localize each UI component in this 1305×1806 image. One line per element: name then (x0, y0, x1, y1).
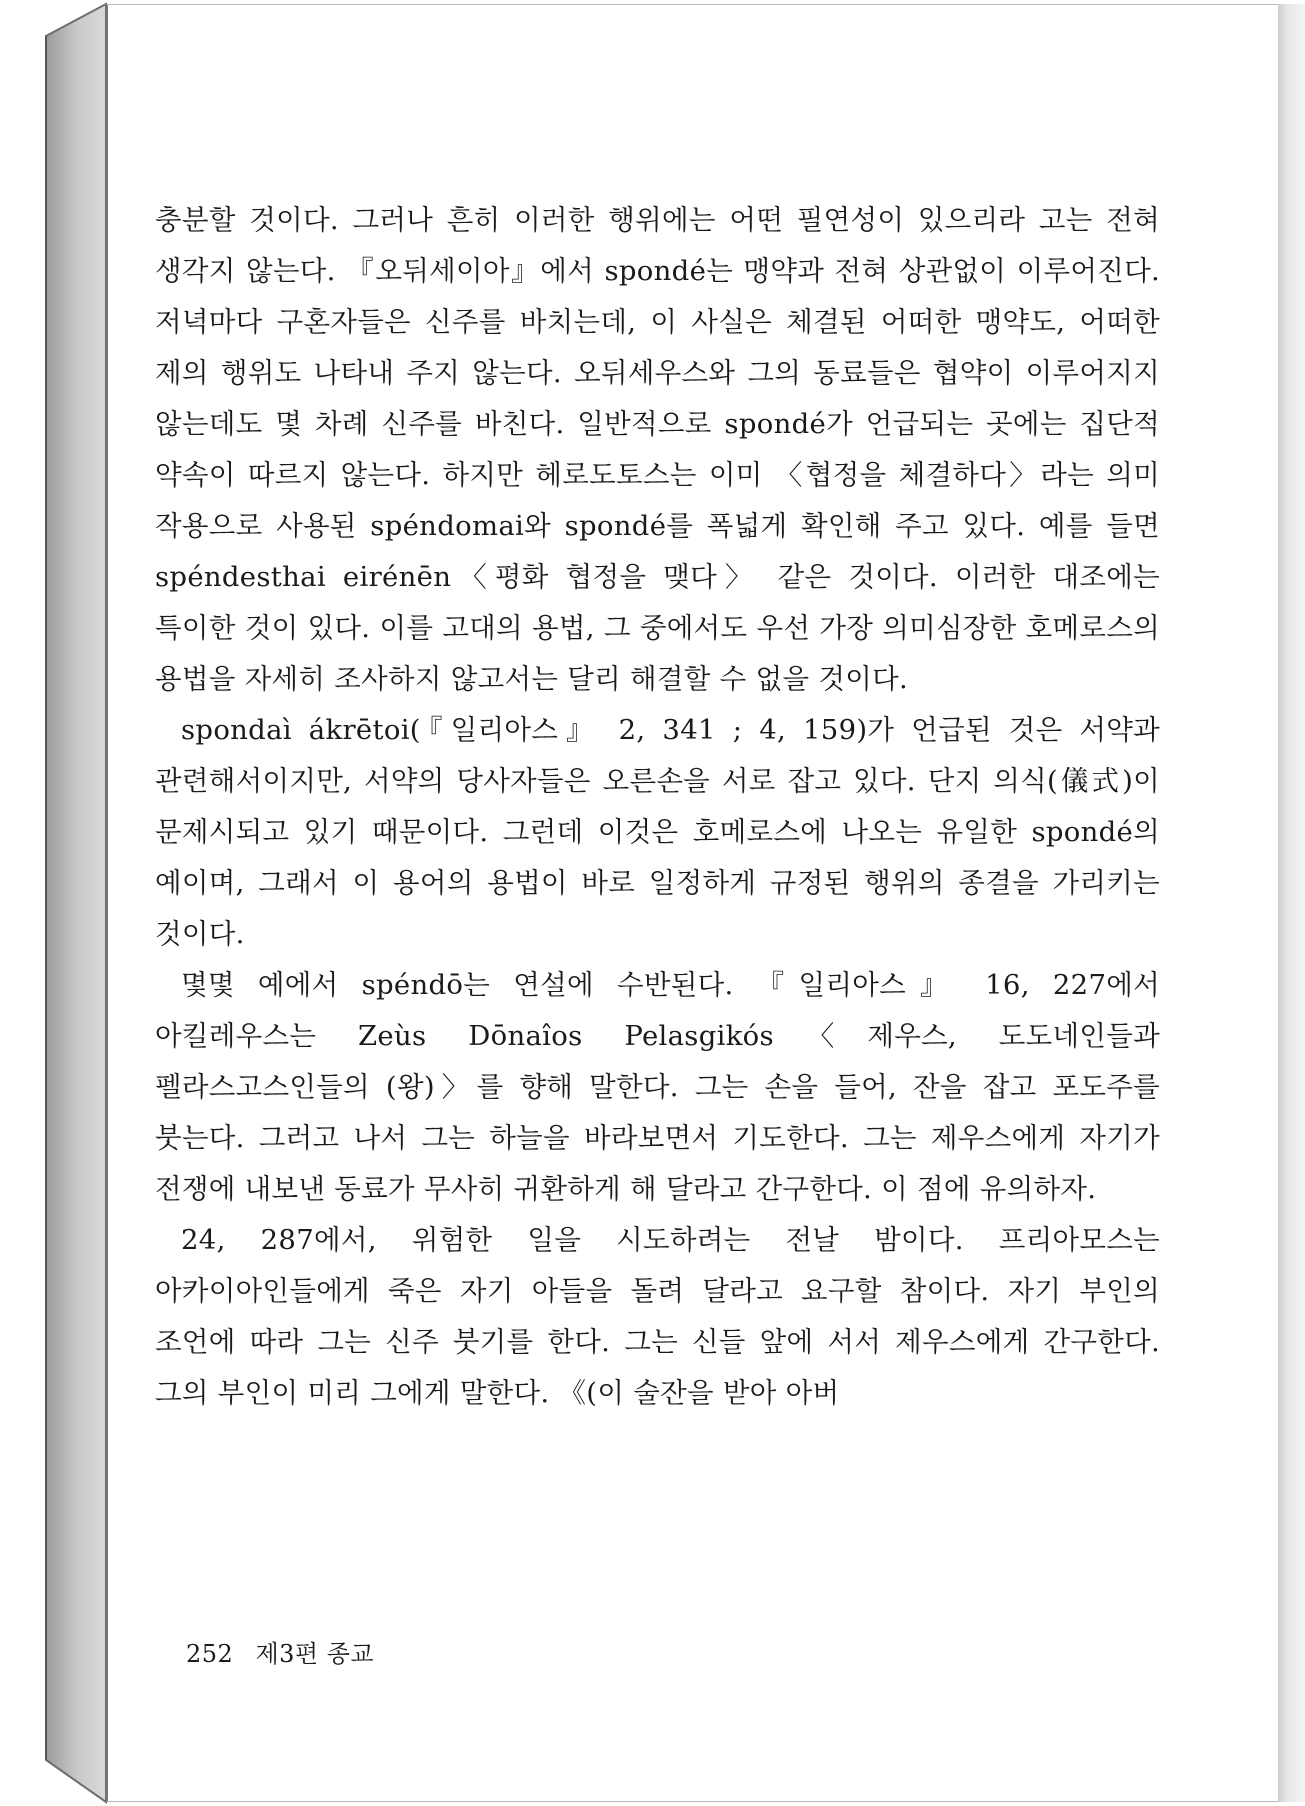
paragraph: spondaì ákrētoi(『일리아스』 2, 341 ; 4, 159)가 언급된 것은 서약과 관련해서이지만, 서약의 당사자들은 오른손을 서로 잡고 있다. 단지 의식(儀式)이 문제시되고 있기 때문이다. 그런데 이것은 호메로스에 나오는 유일한 spondé의 예이며, 그래서 이 용어의 용법이 바로 일정하게 규정된 행위의 종결을 가리키는 것이다. (155, 714, 1160, 950)
body-text (155, 195, 1160, 1419)
paragraph: 충분할 것이다. 그러나 흔히 이러한 행위에는 어떤 필연성이 있으리라 고는 전혀 생각지 않는다. 『오뒤세이아』에서 spondé는 맹약과 전혀 상관없이 이루어진다. 저녁마다 구혼자들은 신주를 바치는데, 이 사실은 체결된 어떠한 맹약도, 어떠한 제의 행위도 나타내 주지 않는다. 오뒤세우스와 그의 동료들은 협약이 이루어지지 않는데도 몇 차례 신주를 바친다. 일반적으로 spondé가 언급되는 곳에는 집단적 약속이 따르지 않는다. 하지만 헤로도토스는 이미 〈협정을 체결하다〉라는 의미 작용으로 사용된 spéndomai와 spondé를 폭넓게 확인해 주고 있다. 예를 들면 spéndesthai eirénēn〈평화 협정을 맺다〉 같은 것이다. 이러한 대조에는 특이한 것이 있다. 이를 고대의 용법, 그 중에서도 우선 가장 의미심장한 호메로스의 용법을 자세히 조사하지 않고서는 달리 해결할 수 없을 것이다. (155, 204, 1160, 695)
section-title: 제3편 종교 (255, 1640, 375, 1668)
paragraph: 24, 287에서, 위험한 일을 시도하려는 전날 밤이다. 프리아모스는 아카이아인들에게 죽은 자기 아들을 돌려 달라고 요구할 참이다. 자기 부인의 조언에 따라 그는 신주 붓기를 한다. 그는 신들 앞에 서서 제우스에게 간구한다. 그의 부인이 미리 그에게 말한다. 《(이 술잔을 받아 아버 (155, 1224, 1160, 1409)
paragraph: 몇몇 예에서 spéndō는 연설에 수반된다. 『일리아스』 16, 227에서 아킬레우스는 Zeùs Dōnaîos Pelasgikós〈제우스, 도도네인들과 펠라스고스인들의 (왕)〉를 향해 말한다. 그는 손을 들어, 잔을 잡고 포도주를 붓는다. 그러고 나서 그는 하늘을 바라보면서 기도한다. 그는 제우스에게 자기가 전쟁에 내보낸 동료가 무사히 귀환하게 해 달라고 간구한다. 이 점에 유의하자. (155, 969, 1160, 1205)
page-number: 252 (186, 1640, 234, 1668)
page-edge-shadow (1278, 4, 1305, 1802)
page-footer (186, 1634, 374, 1669)
